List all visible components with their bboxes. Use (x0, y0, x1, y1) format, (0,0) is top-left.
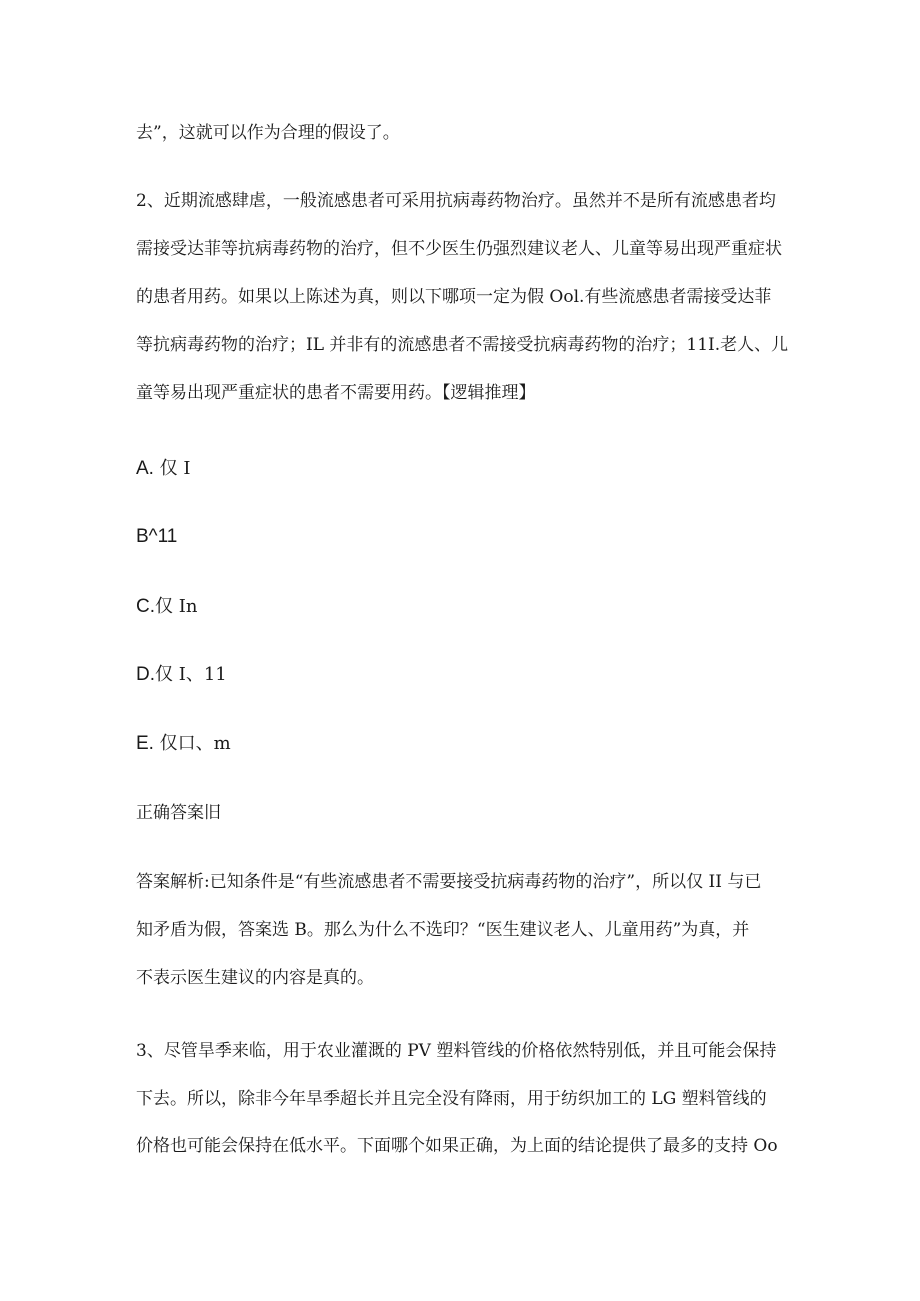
question-3-line: 下去。所以，除非今年旱季超长并且完全没有降雨，用于纺织加工的 LG 塑料管线的 (136, 1089, 767, 1109)
option-b (136, 526, 796, 548)
option-letter: C. (136, 596, 155, 617)
question-2-line: 需接受达菲等抗病毒药物的治疗，但不少医生仍强烈建议老人、儿童等易出现严重症状 (136, 239, 782, 259)
question-3-line: 价格也可能会保持在低水平。下面哪个如果正确，为上面的结论提供了最多的支持 Oo (136, 1136, 778, 1156)
option-c (136, 596, 796, 618)
question-3-line: 3、尽管旱季来临，用于农业灌溉的 PV 塑料管线的价格依然特别低，并且可能会保持 (136, 1041, 777, 1061)
option-text: 仅 I (153, 458, 191, 479)
option-a (136, 458, 796, 480)
correct-answer: 正确答案旧 (136, 803, 221, 823)
text-line: 去”，这就可以作为合理的假设了。 (136, 123, 400, 143)
option-text: 仅口、m (153, 733, 231, 754)
question-2-line: 2、近期流感肆虐，一般流感患者可采用抗病毒药物治疗。虽然并不是所有流感患者均 (136, 191, 776, 211)
option-d (136, 664, 796, 686)
option-letter: A. (136, 458, 154, 479)
option-text: 仅 I、11 (155, 664, 227, 685)
analysis-line: 答案解析:已知条件是“有些流感患者不需要接受抗病毒药物的治疗”，所以仅 II 与已 (136, 872, 762, 892)
option-e (136, 733, 796, 755)
analysis-line: 不表示医生建议的内容是真的。 (136, 968, 374, 988)
option-letter: B^11 (136, 526, 178, 547)
analysis-line: 知矛盾为假，答案选 B。那么为什么不选印？“医生建议老人、儿童用药”为真，并 (136, 920, 750, 940)
question-2-line: 的患者用药。如果以上陈述为真，则以下哪项一定为假 Ool.有些流感患者需接受达菲 (136, 287, 772, 307)
option-letter: E. (136, 733, 154, 754)
question-2-line: 等抗病毒药物的治疗；IL 并非有的流感患者不需接受抗病毒药物的治疗；11I.老人、儿 (136, 335, 789, 355)
option-text: 仅 In (155, 596, 198, 617)
option-letter: D. (136, 664, 155, 685)
question-2-line: 童等易出现严重症状的患者不需要用药。【逻辑推理】 (136, 383, 536, 403)
